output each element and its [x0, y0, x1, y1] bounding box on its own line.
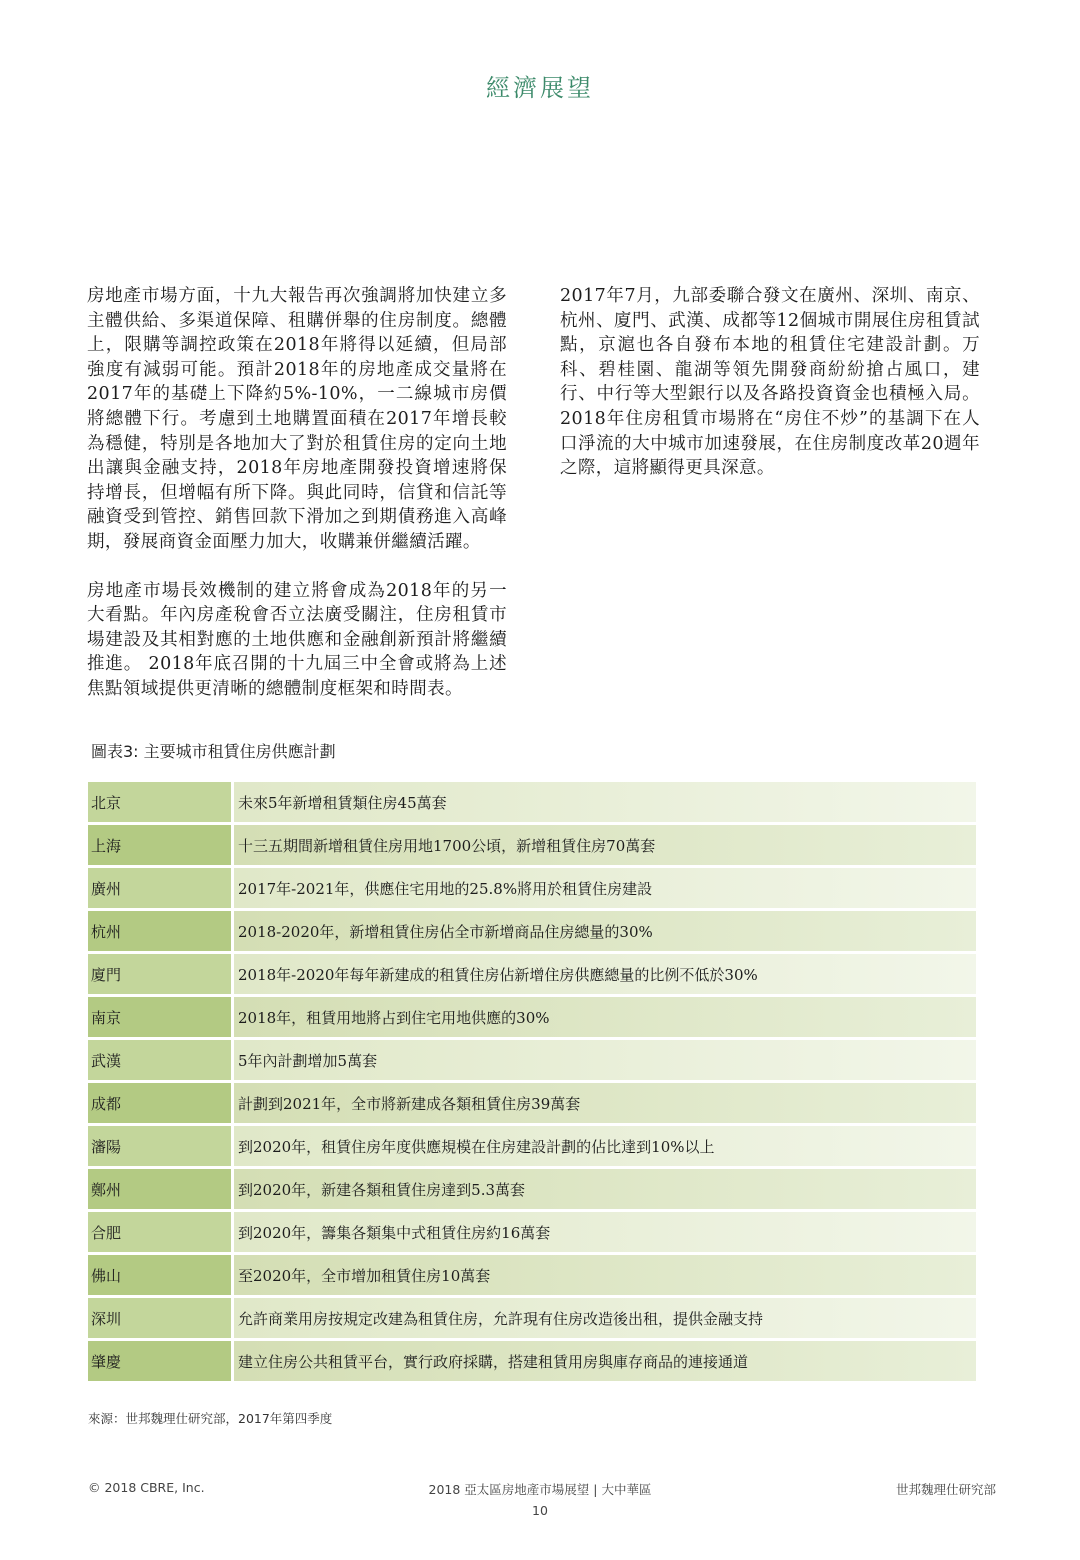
city-cell: 廣州 [88, 868, 234, 908]
city-cell: 合肥 [88, 1212, 234, 1252]
city-cell: 肇慶 [88, 1341, 234, 1381]
city-cell: 鄭州 [88, 1169, 234, 1209]
table-row [88, 997, 976, 1037]
plan-cell: 5年內計劃增加5萬套 [234, 1040, 976, 1080]
city-cell: 武漢 [88, 1040, 234, 1080]
city-cell: 上海 [88, 825, 234, 865]
plan-cell: 未來5年新增租賃類住房45萬套 [234, 782, 976, 822]
table-row [88, 1341, 976, 1381]
paragraph: 房地產市場長效機制的建立將會成為2018年的另一大看點。年內房產稅會否立法廣受關注，住房租賃市場建設及其相對應的土地供應和金融創新預計將繼續推進。 2018年底召開的十九屆三中全會或將為上述焦點領域提供更清晰的總體制度框架和時間表。 [87, 580, 507, 699]
table-row [88, 825, 976, 865]
plan-cell: 到2020年，新建各類租賃住房達到5.3萬套 [234, 1169, 976, 1209]
plan-cell: 2018年，租賃用地將占到住宅用地供應的30% [234, 997, 976, 1037]
table-row [88, 954, 976, 994]
table-row [88, 1212, 976, 1252]
table-row [88, 911, 976, 951]
table-row [88, 868, 976, 908]
plan-cell: 2018年-2020年每年新建成的租賃住房佔新增住房供應總量的比例不低於30% [234, 954, 976, 994]
paragraph: 2017年7月，九部委聯合發文在廣州、深圳、南京、杭州、廈門、武漢、成都等12個城市開展住房租賃試點，京滬也各自發布本地的租賃住宅建設計劃。万科、碧桂園、龍湖等領先開發商紛紛搶占風口，建行、中行等大型銀行以及各路投資資金也積極入局。2018年住房租賃市場將在“房住不炒”的基調下在人口淨流的大中城市加速發展，在住房制度改革20週年之際，這將顯得更具深意。 [560, 286, 980, 479]
table-row [88, 1169, 976, 1209]
table-row [88, 1083, 976, 1123]
plan-cell: 到2020年，租賃住房年度供應規模在住房建設計劃的佔比達到10%以上 [234, 1126, 976, 1166]
table-row [88, 1040, 976, 1080]
page-title: 經濟展望 [486, 74, 594, 102]
city-cell: 成都 [88, 1083, 234, 1123]
plan-cell: 計劃到2021年，全市將新建成各類租賃住房39萬套 [234, 1083, 976, 1123]
footer-copyright: © 2018 CBRE, Inc. [88, 1480, 205, 1495]
table-row [88, 1126, 976, 1166]
left-column [87, 284, 507, 726]
plan-cell: 建立住房公共租賃平台，實行政府採購，搭建租賃用房與庫存商品的連接通道 [234, 1341, 976, 1381]
plan-cell: 2017年-2021年，供應住宅用地的25.8%將用於租賃住房建設 [234, 868, 976, 908]
table-row [88, 1255, 976, 1295]
city-cell: 南京 [88, 997, 234, 1037]
city-cell: 廈門 [88, 954, 234, 994]
rental-supply-table [88, 779, 976, 1384]
city-cell: 杭州 [88, 911, 234, 951]
plan-cell: 十三五期間新增租賃住房用地1700公頃，新增租賃住房70萬套 [234, 825, 976, 865]
table-row [88, 1298, 976, 1338]
city-cell: 瀋陽 [88, 1126, 234, 1166]
city-cell: 深圳 [88, 1298, 234, 1338]
table-caption: 圖表3: 主要城市租賃住房供應計劃 [91, 742, 336, 761]
right-column [560, 284, 980, 505]
plan-cell: 允許商業用房按規定改建為租賃住房，允許現有住房改造後出租，提供金融支持 [234, 1298, 976, 1338]
paragraph: 房地產市場方面，十九大報告再次強調將加快建立多主體供給、多渠道保障、租購併舉的住房制度。總體上，限購等調控政策在2018年將得以延續，但局部強度有減弱可能。預計2018年的房地產成交量將在2017年的基礎上下降約5%-10%，一二線城市房價將總體下行。考慮到土地購置面積在2017年增長較為穩健，特別是各地加大了對於租賃住房的定向土地出讓與金融支持，2018年房地產開發投資增速將保持增長，但增幅有所下降。與此同時，信貸和信託等融資受到管控、銷售回款下滑加之到期債務進入高峰期，發展商資金面壓力加大，收購兼併繼續活躍。 [87, 286, 507, 552]
plan-cell: 到2020年，籌集各類集中式租賃住房約16萬套 [234, 1212, 976, 1252]
plan-cell: 2018-2020年，新增租賃住房佔全市新增商品住房總量的30% [234, 911, 976, 951]
footer-publication: 2018 亞太區房地產市場展望 | 大中華區 [428, 1482, 652, 1497]
plan-cell: 至2020年，全市增加租賃住房10萬套 [234, 1255, 976, 1295]
page-number: 10 [532, 1503, 548, 1518]
footer-department: 世邦魏理仕研究部 [895, 1482, 996, 1497]
table-row [88, 782, 976, 822]
city-cell: 佛山 [88, 1255, 234, 1295]
table-source-note: 來源：世邦魏理仕研究部，2017年第四季度 [88, 1411, 333, 1426]
city-cell: 北京 [88, 782, 234, 822]
